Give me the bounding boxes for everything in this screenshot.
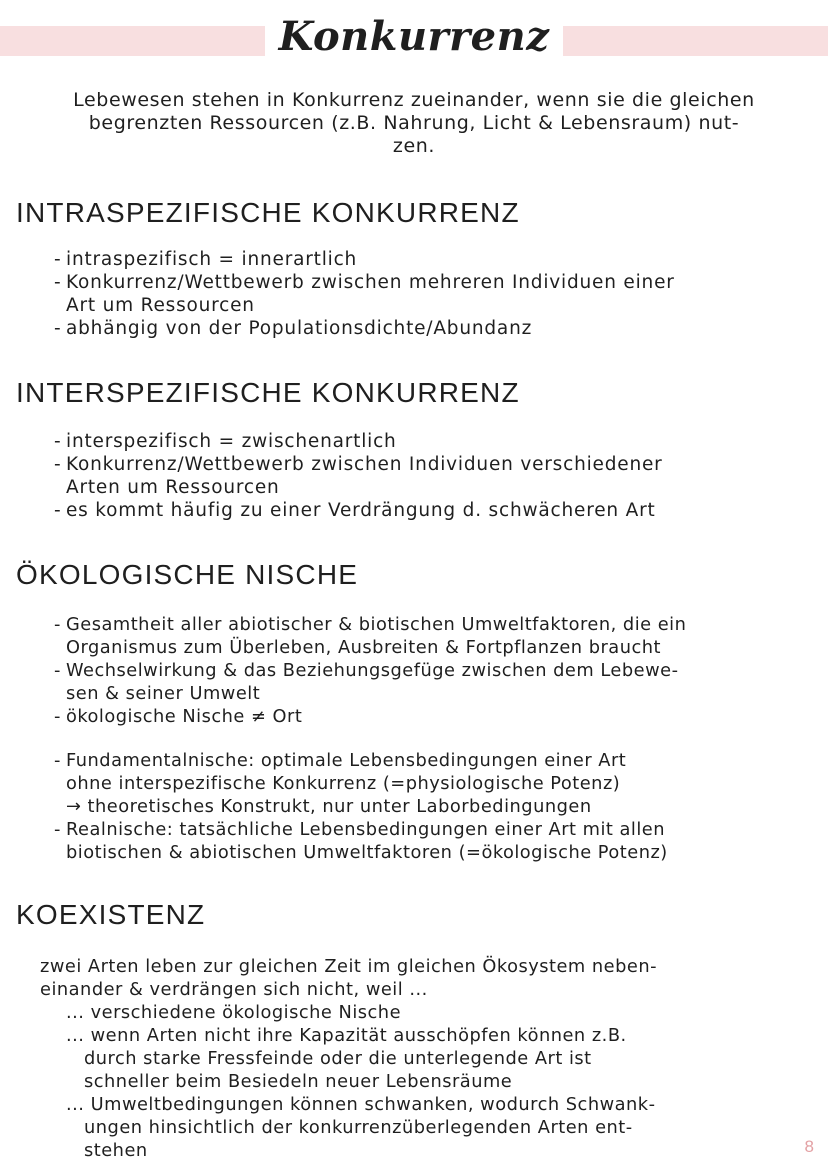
list-item: - Konkurrenz/Wettbewerb zwischen mehreren Individuen einer (54, 272, 675, 293)
list-item: - Realnische: tatsächliche Lebensbedingungen einer Art mit allen (54, 819, 666, 840)
list-item-continuation: → theoretisches Konstrukt, nur unter Laborbedingungen (66, 796, 592, 817)
page-title (0, 6, 828, 68)
heading-interspezifisch: INTERSPEZIFISCHE KONKURRENZ (16, 377, 520, 408)
heading-oekologische-nische: ÖKOLOGISCHE NISCHE (16, 559, 359, 590)
list-item-continuation: stehen (84, 1140, 148, 1161)
list-item-continuation: durch starke Fressfeinde oder die unterlegende Art ist (84, 1048, 592, 1069)
list-item-continuation: biotischen & abiotischen Umweltfaktoren (=ökologische Potenz) (66, 842, 668, 863)
interspezifisch-list (54, 430, 663, 522)
list-item: - Gesamtheit aller abiotischer & biotischen Umweltfaktoren, die ein (54, 614, 687, 635)
intro-line: Lebewesen stehen in Konkurrenz zueinander, wenn sie die gleichen (73, 89, 755, 111)
list-item-continuation: ohne interspezifische Konkurrenz (=physiologische Potenz) (66, 773, 621, 794)
page-number: 8 (804, 1137, 814, 1156)
list-item-continuation: ungen hinsichtlich der konkurrenzüberlegenden Arten ent- (84, 1117, 633, 1138)
intro-line: begrenzten Ressourcen (z.B. Nahrung, Licht & Lebensraum) nut- (88, 112, 740, 134)
list-item: - Konkurrenz/Wettbewerb zwischen Individuen verschiedener (54, 454, 663, 475)
list-item: - Fundamentalnische: optimale Lebensbedingungen einer Art (54, 750, 627, 771)
list-item: - interspezifisch = zwischenartlich (54, 431, 397, 452)
intro-line: zen. (392, 135, 436, 157)
list-item-continuation: schneller beim Besiedeln neuer Lebensräume (84, 1071, 513, 1092)
heading-koexistenz: KOEXISTENZ (16, 899, 206, 930)
page-title-text: Konkurrenz (265, 6, 564, 68)
list-item: ... wenn Arten nicht ihre Kapazität ausschöpfen können z.B. (66, 1025, 627, 1046)
list-item: - intraspezifisch = innerartlich (54, 249, 358, 270)
list-item: - ökologische Nische ≠ Ort (54, 706, 303, 727)
list-item: - abhängig von der Populationsdichte/Abundanz (54, 318, 533, 339)
list-item-continuation: Art um Ressourcen (66, 295, 255, 316)
list-item: ... Umweltbedingungen können schwanken, wodurch Schwank- (66, 1094, 656, 1115)
list-item: ... verschiedene ökologische Nische (66, 1002, 402, 1023)
nische-subtypes-list (54, 749, 668, 864)
koexistenz-text (40, 955, 657, 1162)
list-item: - Wechselwirkung & das Beziehungsgefüge zwischen dem Lebewe- (54, 660, 679, 681)
list-item-continuation: Arten um Ressourcen (66, 477, 280, 498)
nische-list (54, 613, 686, 728)
list-item-continuation: sen & seiner Umwelt (66, 683, 261, 704)
text-line: zwei Arten leben zur gleichen Zeit im gleichen Ökosystem neben- (40, 956, 658, 977)
list-item: - es kommt häufig zu einer Verdrängung d. schwächeren Art (54, 500, 656, 521)
text-line: einander & verdrängen sich nicht, weil ... (40, 979, 428, 1000)
intraspezifisch-list (54, 248, 675, 340)
heading-intraspezifisch: INTRASPEZIFISCHE KONKURRENZ (16, 197, 520, 228)
intro-paragraph (8, 89, 820, 158)
list-item-continuation: Organismus zum Überleben, Ausbreiten & Fortpflanzen braucht (66, 637, 661, 658)
